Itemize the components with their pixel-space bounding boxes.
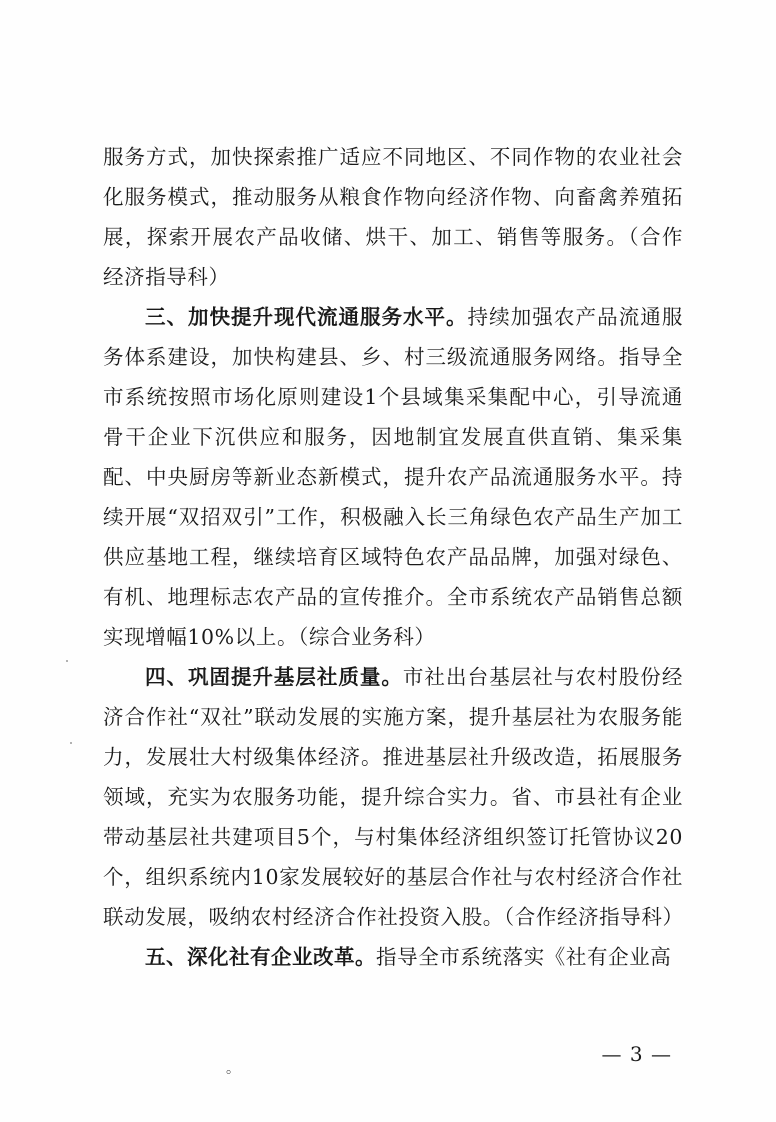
paragraph-body: 服务方式，加快探索推广适应不同地区、不同作物的农业社会化服务模式，推动服务从粮食作物向经济作物、向畜禽养殖拓展，探索开展农产品收储、烘干、加工、销售等服务。（合作经济指导科） [103,145,683,289]
paragraph-body: 市社出台基层社与农村股份经济合作社“双社”联动发展的实施方案，提升基层社为农服务能力，发展壮大村级集体经济。推进基层社升级改造，拓展服务领域，充实为农服务功能，提升综合实力。省、市县社有企业带动基层社共建项目5个，与村集体经济组织签订托管协议20个，组织系统内10家发展较好的基层合作社与农村经济合作社联动发展，吸纳农村经济合作社投资入股。（合作经济指导科） [103,665,684,929]
scan-speck [66,660,68,662]
section-heading-5: 五、深化社有企业改革。 [145,945,376,969]
scan-speck [70,742,72,744]
paragraph-body: 指导全市系统落实《社有企业高 [376,945,672,969]
paragraph-body: 持续加强农产品流通服务体系建设，加快构建县、乡、村三级流通服务网络。指导全市系统按照市场化原则建设1个县域集采集配中心，引导流通骨干企业下沉供应和服务，因地制宜发展直供直销、集采集配、中央厨房等新业态新模式，提升农产品流通服务水平。持续开展“双招双引”工作，积极融入长三角绿色农产品生产加工供应基地工程，继续培育区域特色农产品品牌，加强对绿色、有机、地理标志农产品的宣传推介。全市系统农产品销售总额实现增幅10%以上。（综合业务科） [103,305,683,649]
paragraph-enterprise-reform [103,937,683,977]
section-heading-3: 三、加快提升现代流通服务水平。 [145,305,468,329]
section-heading-4: 四、巩固提升基层社质量。 [145,665,403,689]
document-body [103,137,683,977]
page-number: — 3 — [601,1042,672,1066]
paragraph-circulation [103,297,683,657]
bottom-mark: 。 [226,1061,240,1077]
paragraph-grassroots [103,657,683,937]
paragraph-service-mode [103,137,683,297]
